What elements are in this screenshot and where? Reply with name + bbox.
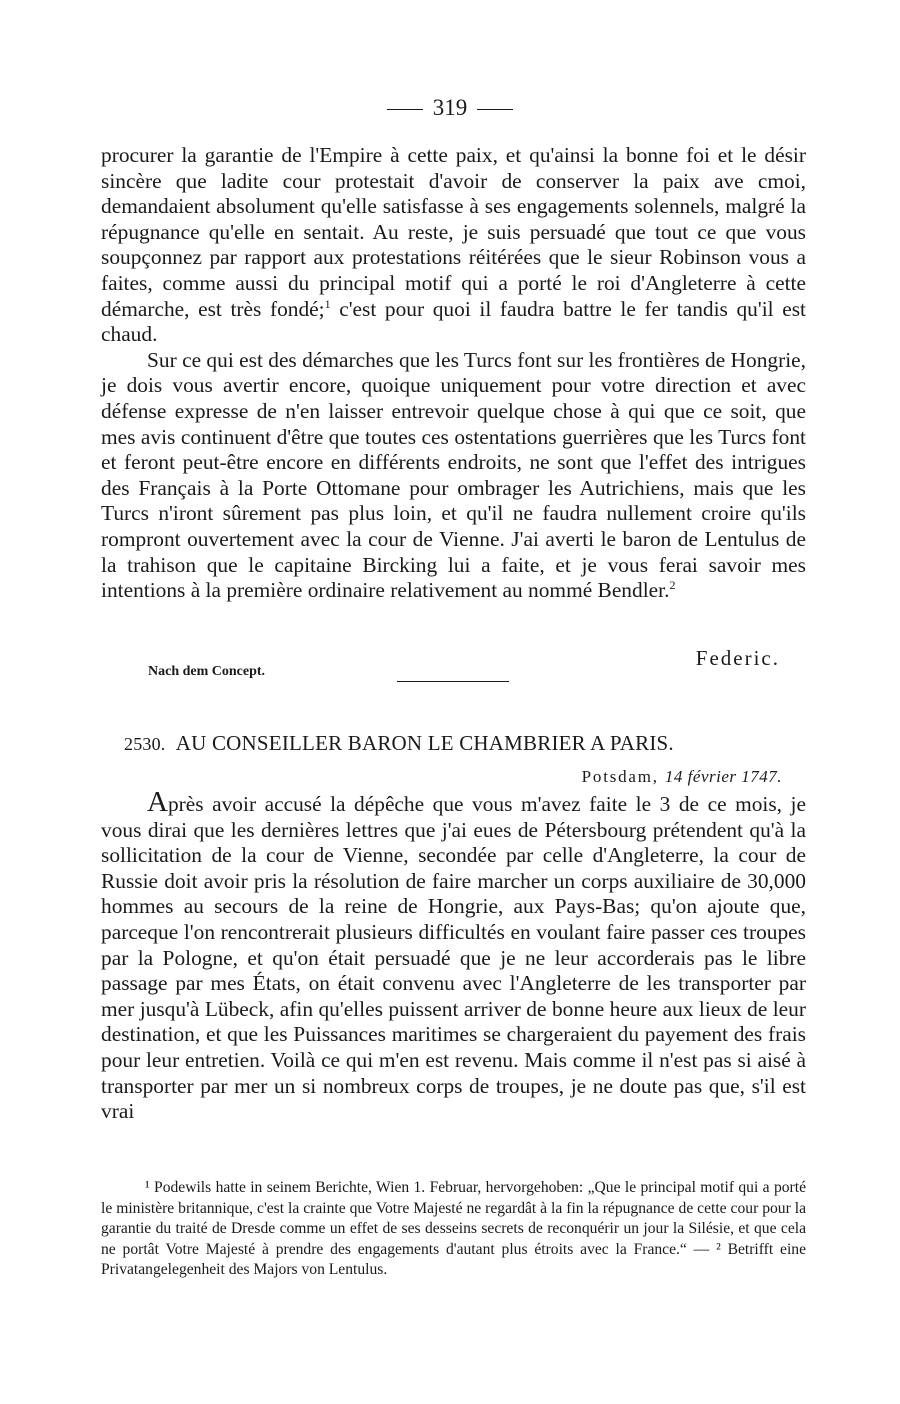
page-number: 319 — [432, 95, 468, 120]
initial-letter: A — [147, 786, 168, 818]
paragraph-1-text: procurer la garantie de l'Empire à cette paix, et qu'ainsi la bonne foi et le désir sincère que ladite cour protestait d'avoir de conserver la paix ave cmoi, demandaient absolument qu'elle satisfasse à ses engagements solennels, malgré la répugnance qu'elle en sentait. Au reste, je suis persuadé que tout ce que vous soupçonnez par rapport aux protestations réitérées que le sieur Robinson vous a faites, comme aussi du principal motif qui a porté le roi d'Angleterre à cette démarche, est très fondé; — [101, 143, 806, 321]
paragraph-1-end: c'est pour quoi il faudra battre le fer tandis qu'il est chaud. — [101, 296, 806, 347]
letter-body — [101, 786, 806, 1125]
place-date-line — [582, 767, 782, 787]
letter-continuation — [101, 143, 806, 604]
letter-number: 2530. — [124, 734, 166, 754]
footnote-text: ¹ Podewils hatte in seinem Berichte, Wien 1. Februar, hervorgehoben: „Que le principal motif qui a porté le ministère britannique, c'est la crainte que Votre Majesté ne regardât à la fin la répugnance de cette cour pour la garantie du traité de Dresde comme un effet de ses desseins secrets de reconquérir un jour la Silésie, et que cela ne portât Votre Majesté à prendre des engagements d'autant plus étroits avec la France.“ — ² Betrifft eine Privatangelegenheit des Majors von Lentulus. — [101, 1179, 806, 1278]
page-header — [0, 95, 900, 121]
source-note: Nach dem Concept. — [148, 664, 266, 679]
letter-body-paragraph — [101, 786, 806, 1125]
footnotes — [101, 1178, 806, 1281]
header-dash-right — [477, 109, 513, 110]
letter-place: Potsdam, — [581, 767, 659, 786]
header-dash-left — [387, 109, 423, 110]
letter-title: AU CONSEILLER BARON LE CHAMBRIER A PARIS. — [175, 731, 674, 755]
paragraph-2-text: Sur ce qui est des démarches que les Turcs font sur les frontières de Hongrie, je dois vous avertir encore, quoique uniquement pour votre direction et avec défense expresse de n'en laisser entrevoir quelque chose à qui que ce soit, que mes avis continuent d'être que toutes ces ostentations guerrières que les Turcs font et feront peut-être encore en différents endroits, ne sont que l'effet des intrigues des Français à la Porte Ottomane pour ombrager les Autrichiens, mais que les Turcs n'iront sûrement pas plus loin, et qu'il ne faudra nullement croire qu'ils rompront ouvertement avec la cour de Vienne. J'ai averti le baron de Lentulus de la trahison que le capitaine Bircking lui a faite, et je vous ferai savoir mes intentions à la première ordinaire relativement au nommé Bendler. — [101, 347, 806, 603]
letter-heading — [124, 731, 674, 756]
section-divider — [397, 681, 509, 682]
paragraph-2 — [101, 348, 806, 604]
letter-date: 14 février 1747. — [664, 767, 782, 786]
paragraph-1 — [101, 143, 806, 348]
footnote-ref-2: 2 — [669, 577, 676, 592]
letter-body-text: près avoir accusé la dépêche que vous m'avez faite le 3 de ce mois, je vous dirai que les dernières lettres que j'ai eues de Pétersbourg prétendent qu'à la sollicitation de la cour de Vienne, secondée par celle d'Angleterre, la cour de Russie doit avoir pris la résolution de faire marcher un corps auxiliaire de 30,000 hommes au secours de la reine de Hongrie, aux Pays-Bas; qu'on ajoute que, parceque l'on rencontrerait plusieurs difficultés en voulant faire passer ces troupes par la Pologne, et qu'on était persuadé que je ne leur accorderais pas le libre passage par mes États, on était convenu avec l'Angleterre de les transporter par mer jusqu'à Lübeck, afin qu'elles puissent arriver de bonne heure aux lieux de leur destination, et que les Puissances maritimes se chargeraient du payement des frais pour leur entretien. Voilà ce qui m'en est revenu. Mais comme il n'est pas si aisé à transporter par mer un si nombreux corps de troupes, je ne doute pas que, s'il est vrai — [101, 792, 806, 1124]
signature: Federic. — [695, 646, 780, 670]
footnote-ref-1: 1 — [324, 296, 331, 311]
